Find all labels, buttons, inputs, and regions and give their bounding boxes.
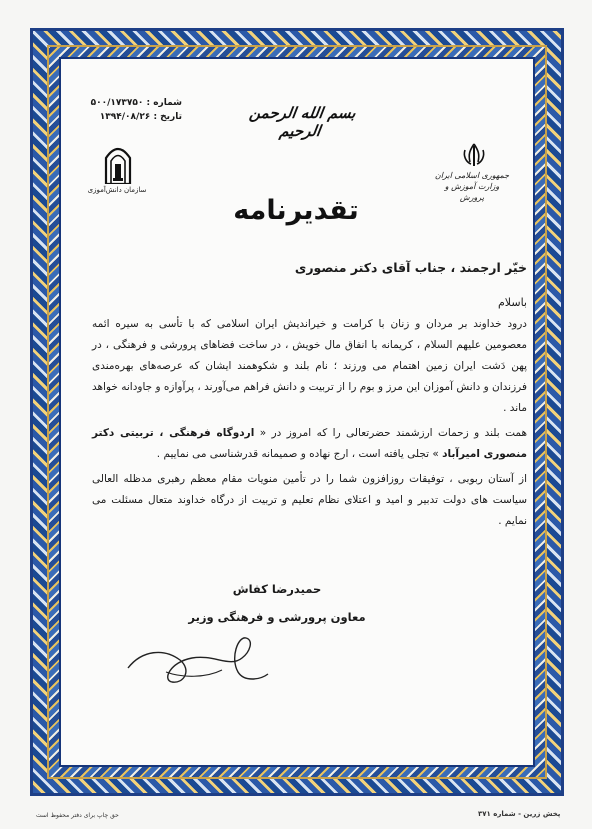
certificate-body [92, 314, 527, 536]
recipient-line: خیّر ارجمند ، جناب آقای دکتر منصوری [294, 260, 527, 275]
iran-emblem-icon [462, 142, 486, 168]
body-paragraph-3: از آستان ربوبی ، توفیقات روزافزون شما را در تأمین منویات مقام معظم رهبری مدظله العالی سیاست های دولت تدبیر و امید و اعتلای نظام تعلیم و تربیت از درگاه خداوند متعال مسئلت می نمایم . [92, 473, 527, 527]
ministry-logo [432, 142, 512, 206]
letter-number: شماره : ۵۰۰/۱۷۳۷۵۰ [90, 98, 182, 108]
letter-meta [82, 96, 182, 124]
organization-logo-caption: سازمان دانش‌آموزی [87, 186, 147, 194]
ministry-logo-caption: جمهوری اسلامی ایران وزارت آموزش و پرورش [434, 171, 510, 202]
camp-name: اردوگاه فرهنگی ، تربیتی دکتر منصوری امیرآباد [92, 427, 527, 460]
basmala: بسم الله الرحمن الرحیم [248, 104, 357, 140]
body-paragraph-1: درود خداوند بر مردان و زنان با کرامت و خیراندیش ایران اسلامی که با تأسی به سیره ائمه معصومین علیهم السلام ، کریمانه با انفاق مال خویش ، در ساخت فضاهای پرورشی و فرهنگی ، در پهن دَشت ایران زمین اهتمام می ورزند ؛ نام بلند و شکوهمند ایشان که عرصه‌های بهره‌مندی فرزندان و دانش آموزان این مرز و بوم را از تربیت و دانش فراهم می‌آورند ، پرآوازه و جاودانه خواهد ماند . [92, 318, 527, 414]
mosque-logo-icon [104, 142, 132, 184]
signatory-name: حمیدرضا کفاش [232, 582, 322, 596]
handwritten-signature-icon [122, 628, 272, 698]
certificate-content [62, 70, 530, 770]
footer-note: حق چاپ برای دفتر محفوظ است [36, 812, 119, 819]
certificate-title: تقدیرنامه [233, 195, 359, 226]
organization-logo [82, 142, 152, 206]
signatory-position: معاون پرورشی و فرهنگی وزیر [188, 610, 366, 624]
letter-date: تاریخ : ۱۳۹۴/۰۸/۲۶ [99, 112, 182, 122]
signatory-block [162, 575, 392, 631]
footer-print-info: پخش زرین - شماره ۳۷۱ [478, 810, 561, 818]
body-paragraph-2: همت بلند و زحمات ارزشمند حضرتعالی را که امروز در « اردوگاه فرهنگی ، تربیتی دکتر منصوری امیرآباد » تجلی یافته است ، ارج نهاده و صمیمانه قدرشناسی می نماییم . [92, 427, 528, 460]
greeting: باسلام [497, 296, 527, 309]
